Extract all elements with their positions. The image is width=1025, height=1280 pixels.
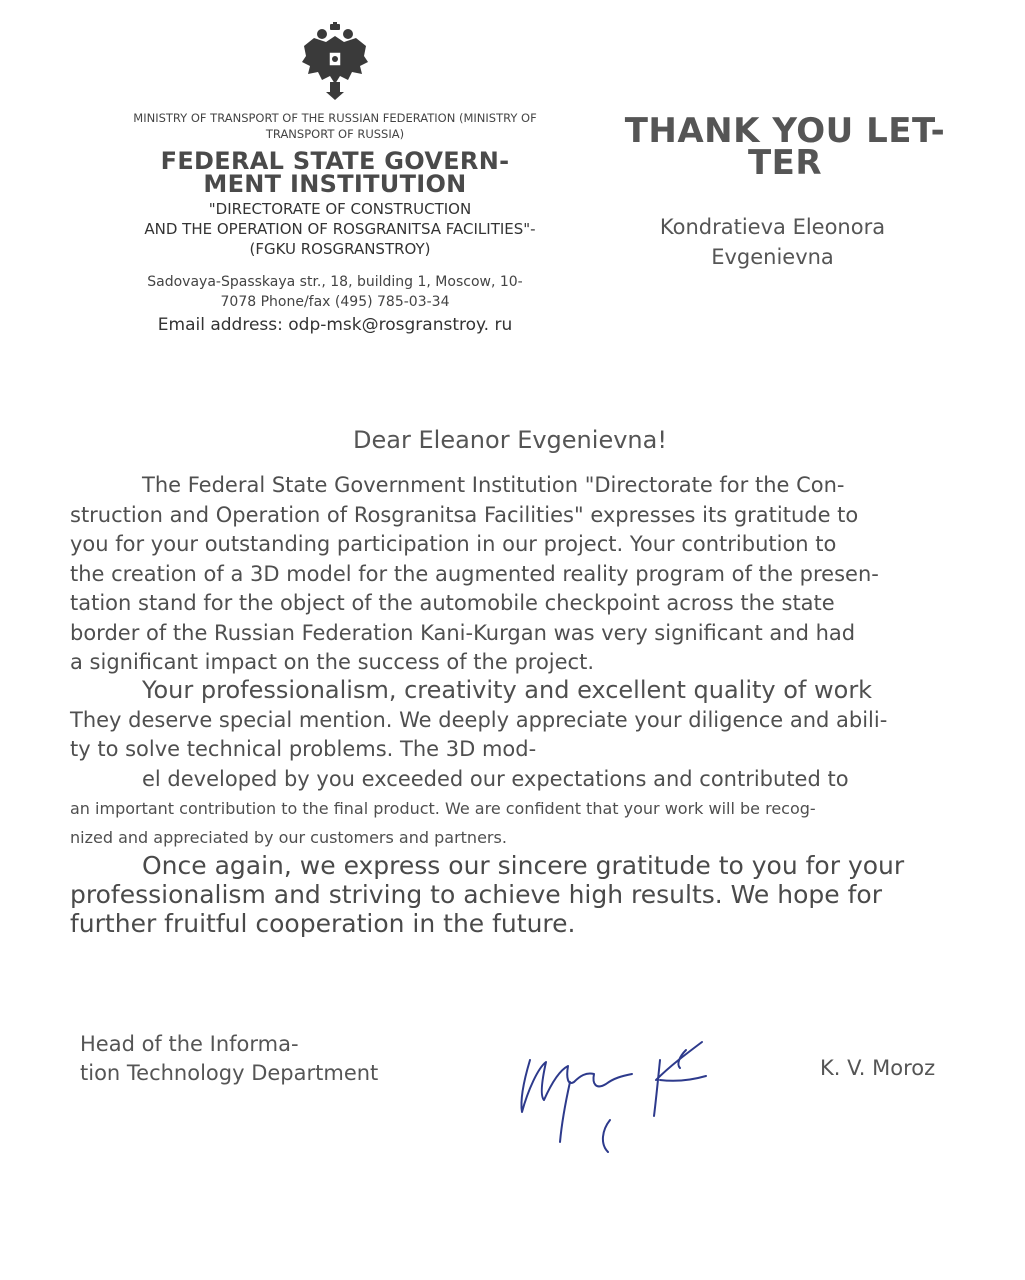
paragraph-line: tation stand for the object of the automobile checkpoint across the state [70, 591, 835, 615]
title-line: TER [747, 143, 823, 183]
address-line: Sadovaya-Spasskaya str., 18, building 1, Moscow, 10- [147, 274, 523, 290]
address-block [120, 272, 550, 312]
institution-line: MENT INSTITUTION [203, 170, 467, 198]
paragraph-line: a significant impact on the success of the project. [70, 650, 595, 674]
position-line: Head of the Informa- [80, 1032, 299, 1056]
paragraph-line: an important contribution to the final product. We are confident that your work will be recog- [70, 799, 816, 818]
recipient-name [600, 212, 945, 272]
position-line: tion Technology Department [80, 1061, 379, 1085]
ministry-heading [110, 110, 560, 142]
ministry-line: TRANSPORT OF RUSSIA) [265, 127, 405, 141]
directorate-heading [105, 199, 575, 259]
directorate-line: AND THE OPERATION OF ROSGRANITSA FACILITIES"- [144, 220, 536, 238]
paragraph-line: el developed by you exceeded our expectations and contributed to [142, 766, 849, 791]
recipient-line: Kondratieva Eleonora [659, 215, 886, 239]
double-headed-eagle-emblem-icon [300, 22, 370, 100]
paragraph-line: the creation of a 3D model for the augmented reality program of the presen- [70, 561, 879, 586]
paragraph-line: further fruitful cooperation in the future. [70, 909, 576, 938]
directorate-line: "DIRECTORATE OF CONSTRUCTION [208, 200, 472, 218]
recipient-line: Evgenievna [711, 245, 834, 269]
signer-position [80, 1030, 420, 1088]
ministry-line: MINISTRY OF TRANSPORT OF THE RUSSIAN FEDERATION (MINISTRY OF [133, 111, 537, 125]
address-line: 7078 Phone/fax (495) 785-03-34 [220, 294, 450, 310]
paragraph-line: They deserve special mention. We deeply appreciate your diligence and abili- [70, 707, 888, 732]
paragraph-line: Once again, we express our sincere gratitude to you for your [142, 851, 905, 880]
paragraph-line: you for your outstanding participation in our project. Your contribution to [70, 532, 837, 556]
paragraph-closing [70, 851, 960, 938]
paragraph-line: ty to solve technical problems. The 3D mod- [70, 737, 537, 761]
paragraph-line: struction and Operation of Rosgranitsa Facilities" expresses its gratitude to [70, 502, 859, 527]
signer-name: K. V. Moroz [820, 1056, 936, 1080]
paragraph-line: nized and appreciated by our customers and partners. [70, 828, 507, 847]
paragraph-line: The Federal State Government Institution "Directorate for the Con- [142, 473, 845, 497]
paragraph-professionalism [70, 676, 960, 852]
paragraph-gratitude [70, 471, 960, 678]
paragraph-line: border of the Russian Federation Kani-Kurgan was very significant and had [70, 620, 856, 645]
handwritten-signature-icon [510, 1020, 730, 1160]
email-address: Email address: odp-msk@rosgranstroy. ru [157, 315, 513, 335]
paragraph-line: Your professionalism, creativity and excellent quality of work [142, 676, 873, 704]
paragraph-line: professionalism and striving to achieve high results. We hope for [70, 880, 882, 909]
title-line: THANK YOU LET- [624, 111, 946, 151]
institution-heading [140, 147, 530, 198]
directorate-line: (FGKU ROSGRANSTROY) [249, 240, 431, 258]
letter-title [600, 111, 970, 183]
greeting: Dear Eleanor Evgenievna! [353, 426, 667, 454]
institution-line: FEDERAL STATE GOVERN- [160, 147, 510, 175]
